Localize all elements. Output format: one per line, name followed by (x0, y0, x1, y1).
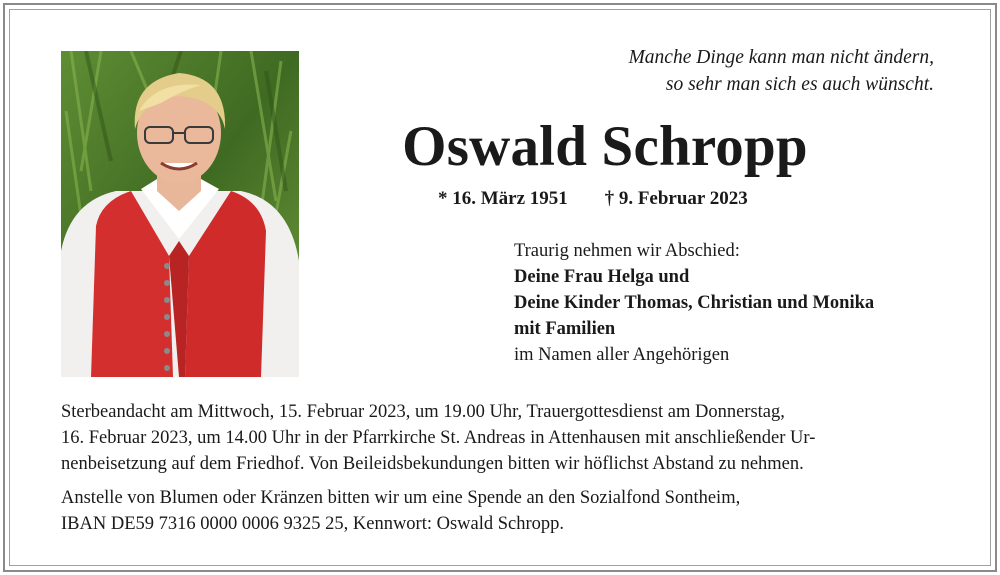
death-date: † 9. Februar 2023 (604, 188, 748, 209)
service-line-1: Sterbeandacht am Mittwoch, 15. Februar 2023, um 19.00 Uhr, Trauergottesdienst am Donnerstag, (61, 402, 785, 422)
deceased-name: Oswald Schropp (402, 115, 808, 178)
portrait-photo (61, 51, 299, 377)
birth-date: * 16. März 1951 (438, 188, 568, 209)
donation-line-1: Anstelle von Blumen oder Kränzen bitten wir um eine Spende an den Sozialfond Sontheim, (61, 488, 741, 508)
mourners-children: Deine Kinder Thomas, Christian und Monika (514, 293, 875, 313)
donation-info (61, 485, 941, 537)
mourners-spouse: Deine Frau Helga und (514, 267, 690, 287)
mourners-block (514, 238, 874, 368)
mourners-closing: im Namen aller Angehörigen (514, 345, 730, 365)
life-dates (438, 188, 748, 210)
mourners-families: mit Familien (514, 319, 616, 339)
quote-line-2: so sehr man sich es auch wünscht. (665, 74, 934, 95)
service-line-2: 16. Februar 2023, um 14.00 Uhr in der Pfarrkirche St. Andreas in Attenhausen mit anschließender Ur- (61, 428, 816, 448)
service-line-3: nenbeisetzung auf dem Friedhof. Von Beileidsbekundungen bitten wir höflichst Abstand zu nehmen. (61, 454, 804, 474)
mourners-intro: Traurig nehmen wir Abschied: (514, 241, 740, 261)
service-info (61, 399, 941, 537)
donation-line-2: IBAN DE59 7316 0000 0006 9325 25, Kennwort: Oswald Schropp. (61, 514, 565, 534)
epigraph-quote (629, 44, 934, 98)
quote-line-1: Manche Dinge kann man nicht ändern, (628, 47, 934, 68)
